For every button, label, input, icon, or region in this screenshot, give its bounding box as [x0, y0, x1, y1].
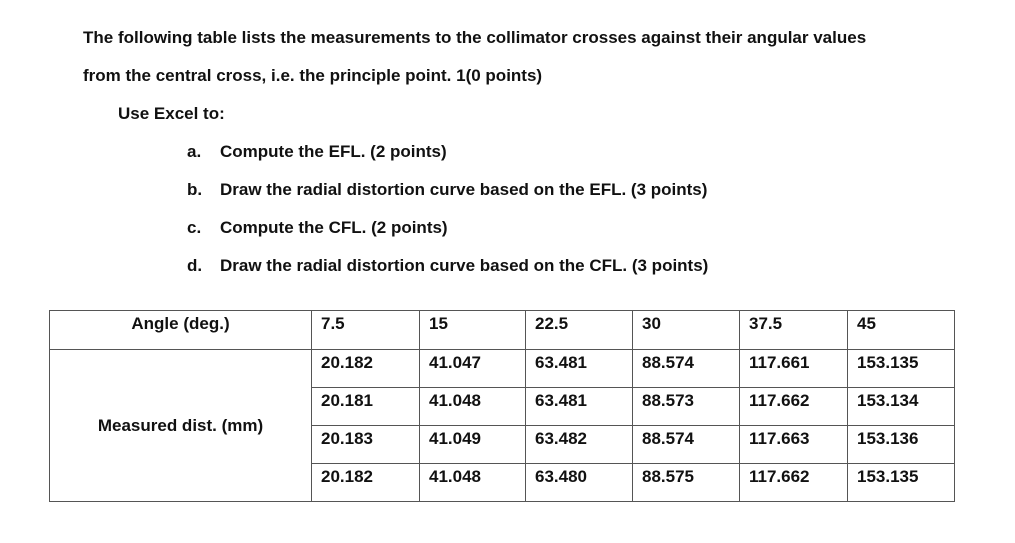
value-cell: 41.049 — [420, 426, 526, 464]
angle-cell: 22.5 — [526, 311, 633, 350]
value-cell: 20.182 — [312, 350, 420, 388]
value-cell: 88.574 — [633, 350, 740, 388]
value-cell: 88.573 — [633, 388, 740, 426]
table-row — [50, 350, 955, 388]
value-cell: 63.481 — [526, 388, 633, 426]
task-item-d — [187, 255, 708, 277]
angle-cell: 30 — [633, 311, 740, 350]
value-cell: 63.481 — [526, 350, 633, 388]
value-cell: 117.663 — [740, 426, 848, 464]
value-cell: 20.181 — [312, 388, 420, 426]
angle-cell: 15 — [420, 311, 526, 350]
task-letter: d. — [187, 256, 203, 275]
use-excel-heading: Use Excel to: — [118, 104, 225, 123]
value-cell: 20.182 — [312, 464, 420, 502]
value-cell: 63.482 — [526, 426, 633, 464]
value-cell: 117.661 — [740, 350, 848, 388]
task-letter: b. — [187, 180, 203, 199]
task-item-b — [187, 179, 707, 201]
task-item-a — [187, 141, 447, 163]
task-text: Draw the radial distortion curve based on the CFL. (3 points) — [220, 256, 709, 275]
measured-label-cell: Measured dist. (mm) — [50, 350, 312, 502]
value-cell: 153.134 — [848, 388, 955, 426]
measurement-table — [49, 310, 955, 502]
intro-line-2: from the central cross, i.e. the principle point. 1(0 points) — [83, 66, 543, 85]
task-item-c — [187, 217, 448, 239]
task-text: Compute the EFL. (2 points) — [220, 142, 447, 161]
value-cell: 153.135 — [848, 350, 955, 388]
value-cell: 41.048 — [420, 464, 526, 502]
value-cell: 153.135 — [848, 464, 955, 502]
intro-line-1: The following table lists the measurements to the collimator crosses against their angular values — [83, 28, 867, 47]
value-cell: 117.662 — [740, 464, 848, 502]
value-cell: 63.480 — [526, 464, 633, 502]
value-cell: 41.047 — [420, 350, 526, 388]
value-cell: 117.662 — [740, 388, 848, 426]
value-cell: 153.136 — [848, 426, 955, 464]
value-cell: 41.048 — [420, 388, 526, 426]
angle-cell: 7.5 — [312, 311, 420, 350]
angle-cell: 37.5 — [740, 311, 848, 350]
angle-cell: 45 — [848, 311, 955, 350]
angle-label-cell: Angle (deg.) — [50, 311, 312, 350]
value-cell: 88.575 — [633, 464, 740, 502]
value-cell: 88.574 — [633, 426, 740, 464]
task-text: Draw the radial distortion curve based on the EFL. (3 points) — [220, 180, 708, 199]
task-text: Compute the CFL. (2 points) — [220, 218, 448, 237]
task-letter: a. — [187, 142, 202, 161]
angle-header-row — [50, 311, 955, 350]
task-letter: c. — [187, 218, 202, 237]
value-cell: 20.183 — [312, 426, 420, 464]
